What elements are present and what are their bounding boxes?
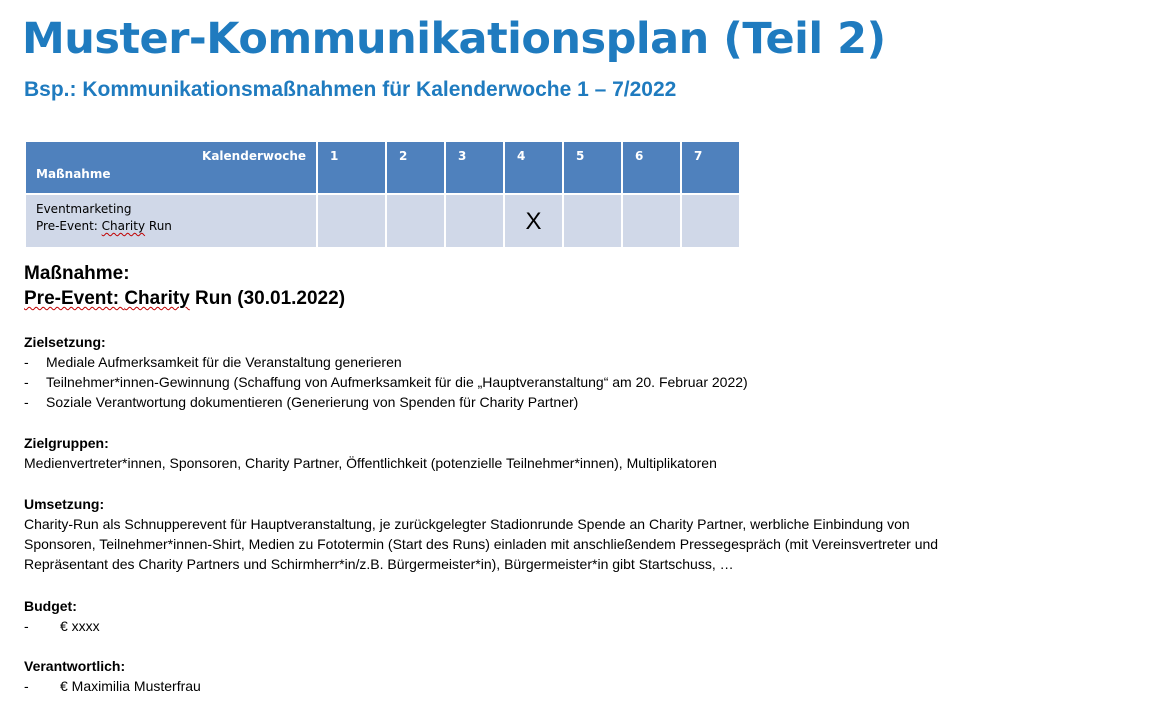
week-header-2: 2 (386, 141, 445, 194)
list-item (24, 392, 748, 412)
week-cell-5 (563, 194, 622, 248)
zielgruppen-label: Zielgruppen: (24, 435, 109, 451)
list-item (24, 352, 748, 372)
week-cell-1 (317, 194, 386, 248)
zielsetzung-item-2: Teilnehmer*innen-Gewinnung (Schaffung von Aufmerksamkeit für die „Hauptveranstaltung“ am 20. Februar 2022) (46, 374, 748, 390)
list-item (24, 372, 748, 392)
zielgruppen-text: Medienvertreter*innen, Sponsoren, Charity Partner, Öffentlichkeit (potenzielle Teilnehmer*innen), Multiplikatoren (24, 455, 717, 471)
measure-heading-prefix: Pre-Event: (24, 288, 125, 309)
budget-value: € xxxx (60, 618, 100, 634)
bullet-dash: - (24, 618, 29, 634)
week-cell-4: X (504, 194, 563, 248)
action-line-2-charity: Charity (101, 219, 146, 233)
list-item (24, 676, 201, 696)
week-header-7: 7 (681, 141, 740, 194)
week-header-5: 5 (563, 141, 622, 194)
umsetzung-line-1: Charity-Run als Schnupperevent für Hauptveranstaltung, je zurückgelegter Stadionrunde Spende an Charity Partner, werbliche Einbindung von (24, 516, 910, 532)
zielsetzung-section (24, 332, 748, 412)
week-header-3: 3 (445, 141, 504, 194)
page-title: Muster-Kommunikationsplan (Teil 2) (22, 14, 886, 64)
budget-section (24, 596, 100, 636)
zielsetzung-label: Zielsetzung: (24, 334, 106, 350)
calendar-table (24, 140, 741, 249)
week-cell-7 (681, 194, 740, 248)
bullet-dash: - (24, 354, 29, 370)
header-week-label: Kalenderwoche (202, 149, 306, 163)
week-cell-2 (386, 194, 445, 248)
measure-heading-suffix: Run (30.01.2022) (189, 288, 346, 309)
verantwortlich-label: Verantwortlich: (24, 658, 126, 674)
action-line-2-prefix: Pre-Event: (36, 219, 102, 233)
zielgruppen-section (24, 433, 717, 473)
table-header-row (25, 141, 740, 194)
umsetzung-line-2: Sponsoren, Teilnehmer*innen-Shirt, Medien zu Fototermin (Start des Runs) einladen mit anschließendem Pressegespräch (mit Vereinsvertreter und (24, 536, 939, 552)
action-line-1: Eventmarketing (36, 202, 132, 216)
zielsetzung-item-3: Soziale Verantwortung dokumentieren (Generierung von Spenden für Charity Partner) (46, 394, 579, 410)
verantwortlich-value: € Maximilia Musterfrau (60, 678, 201, 694)
page-subtitle: Bsp.: Kommunikationsmaßnahmen für Kalenderwoche 1 – 7/2022 (24, 78, 677, 101)
zielsetzung-item-1: Mediale Aufmerksamkeit für die Veranstaltung generieren (46, 354, 402, 370)
action-cell (25, 194, 317, 248)
week-header-1: 1 (317, 141, 386, 194)
week-header-4: 4 (504, 141, 563, 194)
umsetzung-label: Umsetzung: (24, 496, 105, 512)
action-line-2 (36, 218, 306, 235)
bullet-dash: - (24, 678, 29, 694)
table-row (25, 194, 740, 248)
week-header-6: 6 (622, 141, 681, 194)
budget-label: Budget: (24, 598, 77, 614)
week-cell-3 (445, 194, 504, 248)
umsetzung-line-3: Repräsentant des Charity Partners und Schirmherr*in/z.B. Bürgermeister*in), Bürgermeister*in gibt Startschuss, … (24, 556, 734, 572)
measure-heading (24, 261, 345, 311)
measure-heading-line-1: Maßnahme: (24, 263, 130, 284)
umsetzung-section (24, 494, 938, 574)
header-action-label: Maßnahme (36, 167, 111, 181)
header-corner-cell (25, 141, 317, 194)
bullet-dash: - (24, 394, 29, 410)
week-cell-6 (622, 194, 681, 248)
measure-heading-line-2 (24, 286, 345, 311)
measure-heading-charity: Charity (124, 288, 190, 309)
bullet-dash: - (24, 374, 29, 390)
list-item (24, 616, 100, 636)
action-line-2-suffix: Run (145, 219, 172, 233)
verantwortlich-section (24, 656, 201, 696)
